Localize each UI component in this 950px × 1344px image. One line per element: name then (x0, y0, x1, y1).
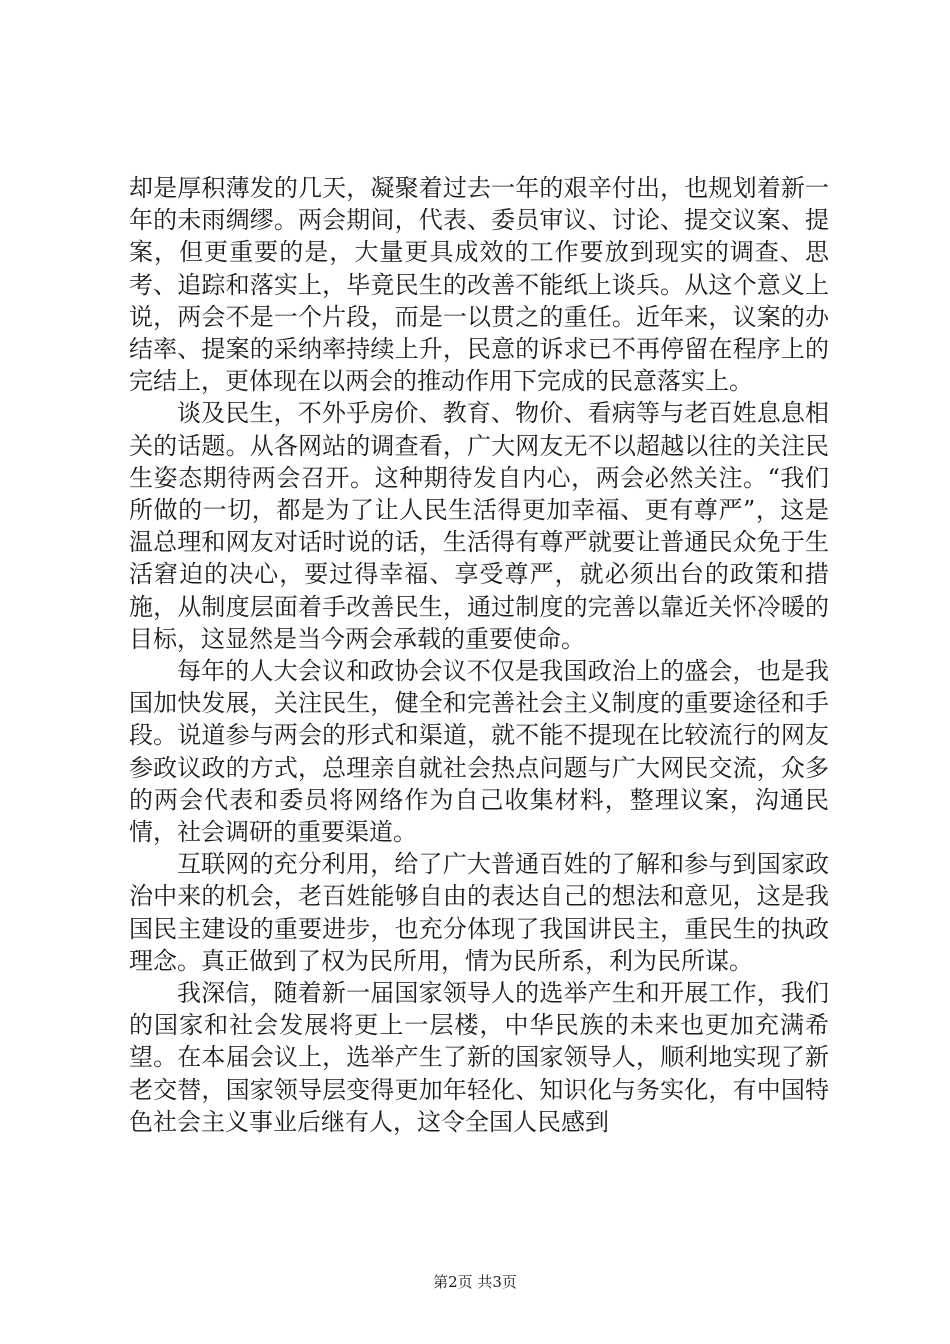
document-body (129, 172, 829, 1138)
paragraph-2: 谈及民生，不外乎房价、教育、物价、看病等与老百姓息息相关的话题。从各网站的调查看，广大网友无不以超越以往的关注民生姿态期待两会召开。这种期待发自内心，两会必然关注。“我们所做的一切，都是为了让人民生活得更加幸福、更有尊严”，这是温总理和网友对话时说的话，生活得有尊严就要让普通民众免于生活窘迫的决心，要过得幸福、享受尊严，就必须出台的政策和措施，从制度层面着手改善民生，通过制度的完善以靠近关怀冷暖的目标，这显然是当今两会承载的重要使命。 (129, 399, 829, 653)
paragraph-1: 却是厚积薄发的几天，凝聚着过去一年的艰辛付出，也规划着新一年的未雨绸缪。两会期间，代表、委员审议、讨论、提交议案、提案，但更重要的是，大量更具成效的工作要放到现实的调查、思考、追踪和落实上，毕竟民生的改善不能纸上谈兵。从这个意义上说，两会不是一个片段，而是一以贯之的重任。近年来，议案的办结率、提案的采纳率持续上升，民意的诉求已不再停留在程序上的完结上，更体现在以两会的推动作用下完成的民意落实上。 (129, 174, 829, 396)
paragraph-5: 我深信，随着新一届国家领导人的选举产生和开展工作，我们的国家和社会发展将更上一层楼，中华民族的未来也更加充满希望。在本届会议上，选举产生了新的国家领导人，顺利地实现了新老交替，国家领导层变得更加年轻化、知识化与务实化，有中国特色社会主义事业后继有人，这令全国人民感到 (129, 979, 829, 1136)
paragraph-4: 互联网的充分利用，给了广大普通百姓的了解和参与到国家政治中来的机会，老百姓能够自由的表达自己的想法和意见，这是我国民主建设的重要进步，也充分体现了我国讲民主，重民生的执政理念。真正做到了权为民所用，情为民所系，利为民所谋。 (129, 850, 829, 975)
paragraph-3: 每年的人大会议和政协会议不仅是我国政治上的盛会，也是我国加快发展，关注民生，健全和完善社会主义制度的重要途径和手段。说道参与两会的形式和渠道，就不能不提现在比较流行的网友参政议政的方式，总理亲自就社会热点问题与广大网民交流，众多的两会代表和委员将网络作为自己收集材料，整理议案，沟通民情，社会调研的重要渠道。 (129, 657, 829, 847)
page-footer: 第2页 共3页 (433, 1273, 517, 1291)
